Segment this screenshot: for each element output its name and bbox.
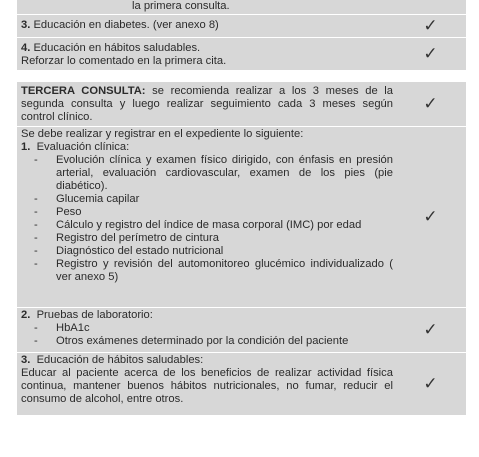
diabetes-education-text: Educación en diabetes. (ver anexo 8) (33, 19, 219, 31)
habits-education-title: Educación de hábitos saludables: (36, 354, 204, 366)
item-number: 1. (21, 141, 31, 153)
row-text (17, 38, 395, 70)
row-text (17, 353, 395, 415)
row-text (17, 82, 395, 126)
table-row (17, 0, 466, 15)
item-number: 3. (21, 354, 31, 366)
first-visit-tail: la primera consulta. (132, 0, 230, 12)
check-icon: ✓ (423, 43, 438, 64)
clinical-evaluation-title: Evaluación clínica: (36, 141, 130, 153)
check-icon: ✓ (423, 206, 438, 227)
habits-education-text: Educar al paciente acerca de los beneficios de realizar actividad física continua, mantener buenos hábitos nutricionales, no fumar, reducir el consumo de alcohol, entre otros. (21, 367, 393, 405)
check-icon: ✓ (423, 93, 438, 114)
list-item: - HbA1c (34, 322, 90, 334)
row-text (17, 15, 395, 37)
third-visit-text: se recomienda realizar a los 3 meses de la segunda consulta y luego realizar seguimiento cada 3 meses según control clínico. (21, 85, 394, 123)
row-text (17, 127, 395, 307)
item-number: 2. (21, 309, 31, 321)
list-item: - Registro del perímetro de cintura (34, 232, 219, 244)
table-row (17, 15, 466, 38)
lab-tests-title: Pruebas de laboratorio: (36, 309, 153, 321)
check-icon: ✓ (423, 319, 438, 340)
list-item: - Registro y revisión del automonitoreo glucémico individualizado ( ver anexo 5) (34, 258, 393, 283)
list-item: - Otros exámenes determinado por la condición del paciente (34, 335, 349, 347)
table-row (17, 353, 466, 416)
list-item: - Cálculo y registro del índice de masa corporal (IMC) por edad (34, 219, 362, 231)
item-number: 4. (21, 42, 31, 54)
list-item: - Diagnóstico del estado nutricional (34, 245, 224, 257)
table-row (17, 127, 466, 308)
healthy-habits-text: Reforzar lo comentado en la primera cita. (21, 55, 227, 67)
list-item: - Evolución clínica y examen físico dirigido, con énfasis en presión arterial, evaluación cardiovascular, examen de los pies (pie diabético). (34, 154, 393, 192)
third-visit-heading: TERCERA CONSULTA: (21, 85, 146, 97)
list-item: - Glucemia capilar (34, 193, 140, 205)
check-icon: ✓ (423, 15, 438, 36)
row-text (17, 0, 395, 14)
table-row (17, 38, 466, 82)
clinical-visit-table (17, 0, 466, 416)
table-row (17, 308, 466, 353)
healthy-habits-title: Educación en hábitos saludables. (33, 42, 201, 54)
check-icon (395, 0, 466, 14)
item-number: 3. (21, 19, 31, 31)
list-item: - Peso (34, 206, 82, 218)
check-icon: ✓ (423, 373, 438, 394)
register-intro: Se debe realizar y registrar en el expediente lo siguiente: (21, 128, 304, 140)
row-text (17, 308, 395, 352)
table-row (17, 82, 466, 127)
